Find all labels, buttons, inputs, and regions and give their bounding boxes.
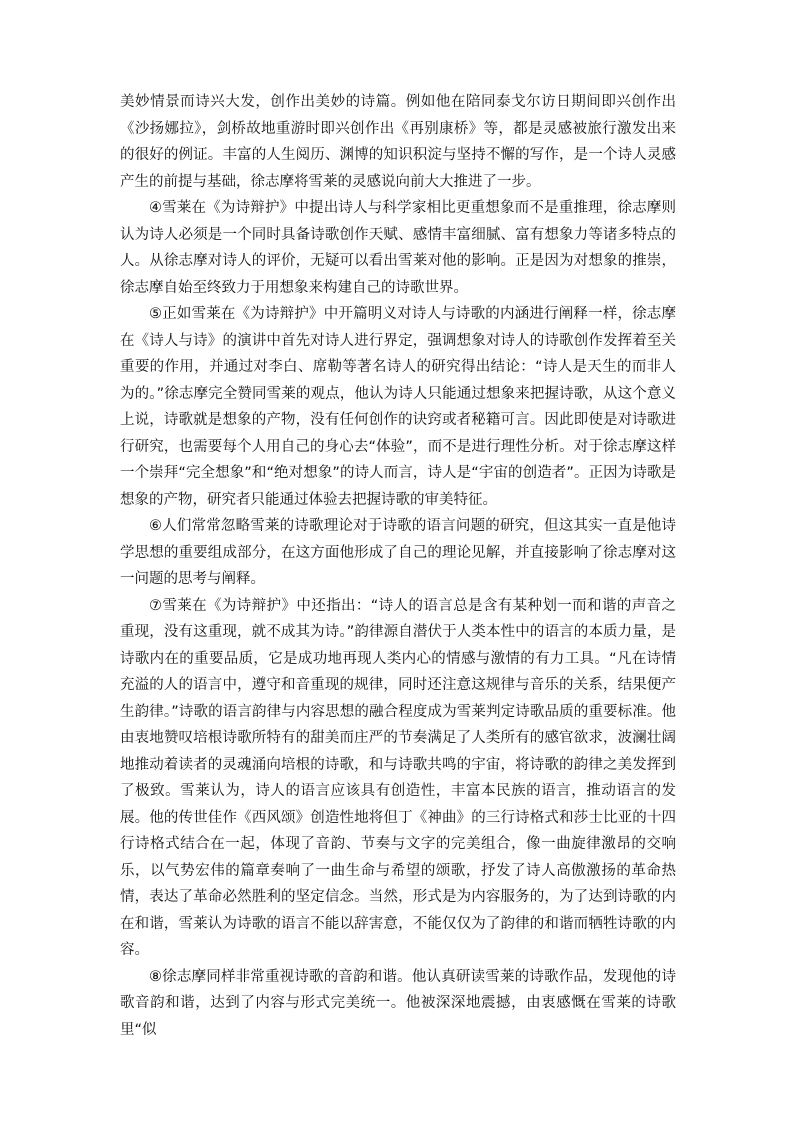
paragraph-6: ⑥人们常常忽略雪莱的诗歌理论对于诗歌的语言问题的研究，但这其实一直是他诗学思想的重要组成部分，在这方面他形成了自己的理论见解，并直接影响了徐志摩对这一问题的思考与阐释。 — [120, 518, 676, 587]
paragraph-7: ⑦雪莱在《为诗辩护》中还指出：“诗人的语言总是含有某种划一而和谐的声音之重现，没有这重现，就不成其为诗。”韵律源自潜伏于人类本性中的语言的本质力量，是诗歌内在的重要品质，它是成功地再现人类内心的情感与激情的有力工具。“凡在诗情充溢的人的语言中，遵守和音重现的规律，同时还注意这规律与音乐的关系，结果便产生韵律。”诗歌的语言韵律与内容思想的融合程度成为雪莱判定诗歌品质的重要标准。他由衷地赞叹培根诗歌所特有的甜美而庄严的节奏满足了人类所有的感官欲求，波澜壮阔地推动着读者的灵魂涌向培根的诗歌，和与诗歌共鸣的宇宙，将诗歌的韵律之美发挥到了极致。雪莱认为，诗人的语言应该具有创造性，丰富本民族的语言，推动语言的发展。他的传世佳作《西风颂》创造性地将但丁《神曲》的三行诗格式和莎士比亚的十四行诗格式结合在一起，体现了音韵、节奏与文字的完美组合，像一曲旋律激昂的交响乐，以气势宏伟的篇章奏响了一曲生命与希望的颂歌，抒发了诗人高傲激扬的革命热情，表达了革命必然胜利的坚定信念。当然，形式是为内容服务的，为了达到诗歌的内在和谐，雪莱认为诗歌的语言不能以辞害意，不能仅仅为了韵律的和谐而牺牲诗歌的内容。 — [120, 597, 676, 958]
paragraph-4: ④雪莱在《为诗辩护》中提出诗人与科学家相比更重想象而不是重推理，徐志摩则认为诗人必须是一个同时具备诗歌创作天赋、感情丰富细腻、富有想象力等诸多特点的人。从徐志摩对诗人的评价，无疑可以看出雪莱对他的影响。正是因为对想象的推崇，徐志摩自始至终致力于用想象来构建自己的诗歌世界。 — [120, 200, 676, 296]
paragraph-5: ⑤正如雪莱在《为诗辩护》中开篇明义对诗人与诗歌的内涵进行阐释一样，徐志摩在《诗人与诗》的演讲中首先对诗人进行界定，强调想象对诗人的诗歌创作发挥着至关重要的作用，并通过对李白、席勒等著名诗人的研究得出结论：“诗人是天生的而非人为的。”徐志摩完全赞同雪莱的观点，他认为诗人只能通过想象来把握诗歌，从这个意义上说，诗歌就是想象的产物，没有任何创作的诀窍或者秘籍可言。因此即使是对诗歌进行研究，也需要每个人用自己的身心去“体验”，而不是进行理性分析。对于徐志摩这样一个崇拜“完全想象”和“绝对想象”的诗人而言，诗人是“宇宙的创造者”。正因为诗歌是想象的产物，研究者只能通过体验去把握诗歌的审美特征。 — [120, 306, 676, 508]
paragraph-8: ⑧徐志摩同样非常重视诗歌的音韵和谐。他认真研读雪莱的诗歌作品，发现他的诗歌音韵和谐，达到了内容与形式完美统一。他被深深地震撼，由衷感慨在雪莱的诗歌里“似 — [120, 968, 676, 1038]
document-body — [120, 89, 676, 1043]
paragraph-continuation: 美妙情景而诗兴大发，创作出美妙的诗篇。例如他在陪同泰戈尔访日期间即兴创作出《沙扬娜拉》，剑桥故地重游时即兴创作出《再别康桥》等，都是灵感被旅行激发出来的很好的例证。丰富的人生阅历、渊博的知识积淀与坚持不懈的写作，是一个诗人灵感产生的前提与基础，徐志摩将雪莱的灵感说向前大大推进了一步。 — [120, 94, 676, 190]
